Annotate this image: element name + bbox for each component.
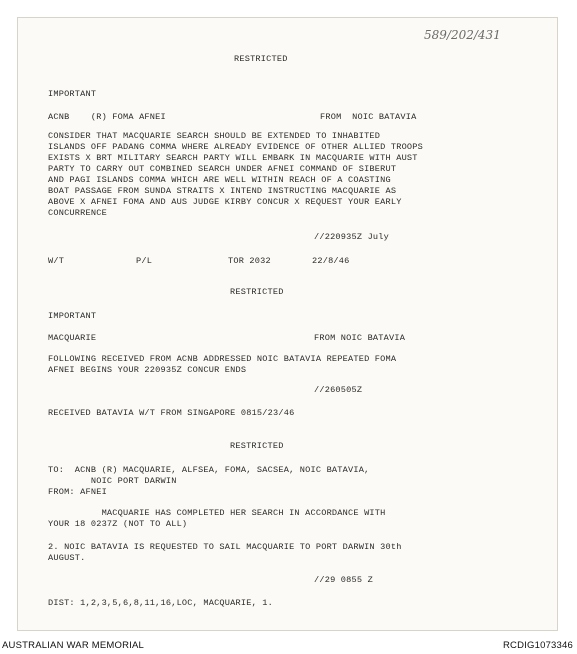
- to-line: TO: ACNB (R) MACQUARIE, ALFSEA, FOMA, SACSEA, NOIC BATAVIA,: [48, 465, 370, 475]
- msg1-from: FROM NOIC BATAVIA: [320, 112, 417, 122]
- body-line: FOLLOWING RECEIVED FROM ACNB ADDRESSED NOIC BATAVIA REPEATED FOMA: [48, 354, 397, 364]
- body-line: PARTY TO CARRY OUT COMBINED SEARCH UNDER AFNEI COMMAND OF SIBERUT: [48, 164, 397, 174]
- para-line: 2. NOIC BATAVIA IS REQUESTED TO SAIL MACQUARIE TO PORT DARWIN 30th: [48, 542, 402, 552]
- msg1-dtg: //220935Z July: [314, 232, 389, 242]
- msg1-tor: TOR 2032: [228, 256, 271, 266]
- msg2-classification: RESTRICTED: [230, 287, 284, 297]
- body-line: EXISTS X BRT MILITARY SEARCH PARTY WILL EMBARK IN MACQUARIE WITH AUST: [48, 153, 418, 163]
- body-line: BOAT PASSAGE FROM SUNDA STRAITS X INTEND INSTRUCTING MACQUARIE AS: [48, 186, 397, 196]
- footer-record-id: RCDIG1073346: [503, 640, 573, 651]
- msg2-to: MACQUARIE: [48, 333, 97, 343]
- msg2-received: RECEIVED BATAVIA W/T FROM SINGAPORE 0815/23/46: [48, 408, 295, 418]
- to-line: NOIC PORT DARWIN: [48, 476, 177, 486]
- footer-institution: AUSTRALIAN WAR MEMORIAL: [2, 640, 145, 651]
- msg1-pl: P/L: [136, 256, 153, 266]
- msg1-priority: IMPORTANT: [48, 89, 97, 99]
- msg3-dtg: //29 0855 Z: [314, 575, 373, 585]
- msg2-dtg: //260505Z: [314, 385, 363, 395]
- body-line: ABOVE X AFNEI FOMA AND AUS JUDGE KIRBY CONCUR X REQUEST YOUR EARLY: [48, 197, 402, 207]
- msg3-classification: RESTRICTED: [230, 441, 284, 451]
- handwritten-reference: 589/202/431: [424, 28, 501, 42]
- msg1-to: ACNB (R) FOMA AFNEI: [48, 112, 166, 122]
- msg1-classification: RESTRICTED: [234, 54, 288, 64]
- para-line: MACQUARIE HAS COMPLETED HER SEARCH IN ACCORDANCE WITH: [48, 508, 386, 518]
- para-line: AUGUST.: [48, 553, 86, 563]
- body-line: AFNEI BEGINS YOUR 220935Z CONCUR ENDS: [48, 365, 247, 375]
- msg1-wt: W/T: [48, 256, 65, 266]
- msg1-date: 22/8/46: [312, 256, 350, 266]
- body-line: AND PAGI ISLANDS COMMA WHICH ARE WELL WITHIN REACH OF A COASTING: [48, 175, 391, 185]
- document-page: [17, 17, 558, 631]
- msg3-dist: DIST: 1,2,3,5,6,8,11,16,LOC, MACQUARIE, 1.: [48, 598, 273, 608]
- body-line: CONCURRENCE: [48, 208, 107, 218]
- msg2-from: FROM NOIC BATAVIA: [314, 333, 406, 343]
- para-line: YOUR 18 0237Z (NOT TO ALL): [48, 519, 188, 529]
- body-line: CONSIDER THAT MACQUARIE SEARCH SHOULD BE EXTENDED TO INHABITED: [48, 131, 381, 141]
- body-line: ISLANDS OFF PADANG COMMA WHERE ALREADY EVIDENCE OF OTHER ALLIED TROOPS: [48, 142, 423, 152]
- msg3-from: FROM: AFNEI: [48, 487, 107, 497]
- msg2-priority: IMPORTANT: [48, 311, 97, 321]
